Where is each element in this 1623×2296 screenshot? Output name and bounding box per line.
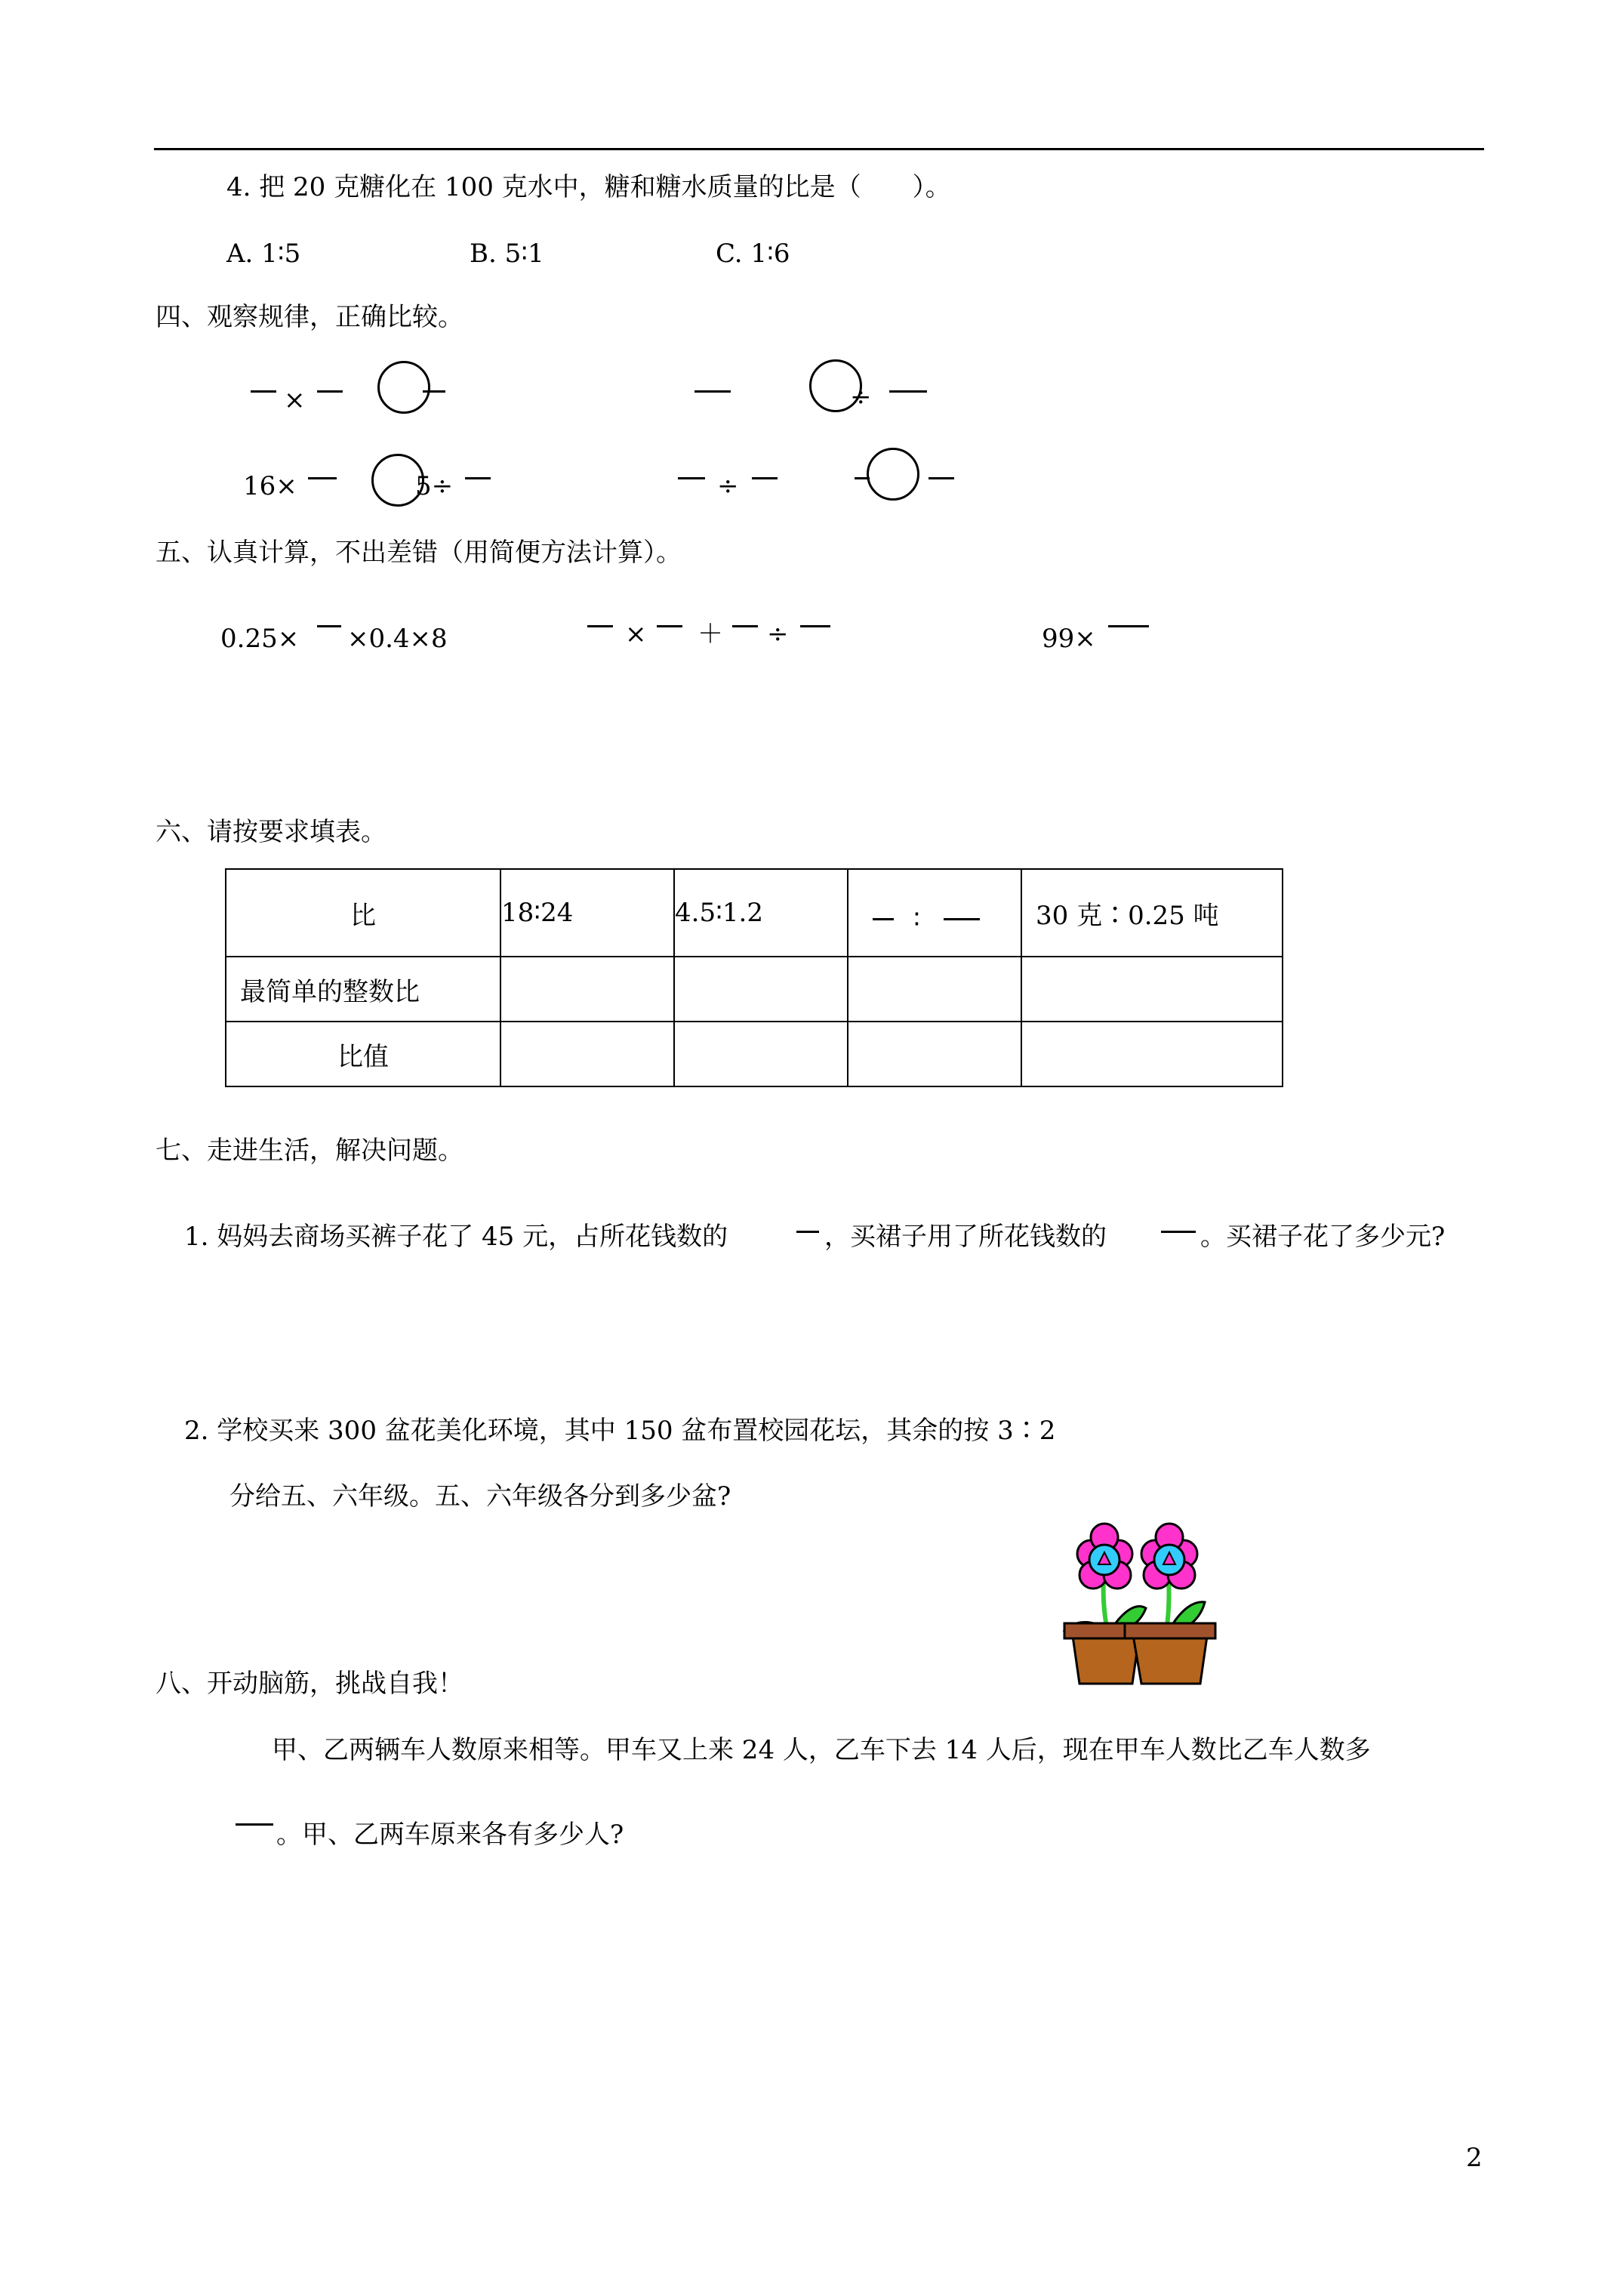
ratio-table xyxy=(225,868,1283,1087)
q2-line2: 分给五、六年级。五、六年级各分到多少盆? xyxy=(229,1481,731,1512)
expr2-div: ÷ xyxy=(767,619,789,649)
section6-heading: 六、请按要求填表。 xyxy=(156,817,387,847)
answer-cell[interactable] xyxy=(1021,1022,1283,1086)
table-header-cell xyxy=(848,869,1021,957)
fraction-bar xyxy=(251,390,276,393)
fraction-bar xyxy=(796,1231,819,1233)
table-header-cell: 比 xyxy=(226,869,500,957)
fraction-bar xyxy=(944,918,980,920)
answer-cell[interactable] xyxy=(848,957,1021,1022)
divide-sign: ÷ xyxy=(717,471,739,501)
expr2-times: × xyxy=(625,619,647,649)
table-row xyxy=(226,957,1283,1022)
fraction-bar xyxy=(1108,625,1149,627)
fraction-bar xyxy=(465,477,491,479)
answer-cell[interactable] xyxy=(1021,957,1283,1022)
row-label: 最简单的整数比 xyxy=(226,957,500,1022)
answer-cell[interactable] xyxy=(500,1022,674,1086)
q4-option-a: A. 1∶5 xyxy=(226,239,301,269)
fraction-bar xyxy=(732,625,758,627)
table-header-cell: 4.5∶1.2 xyxy=(674,869,848,957)
section8-line2: 。甲、乙两车原来各有多少人? xyxy=(276,1820,624,1850)
table-row xyxy=(226,1022,1283,1086)
fraction-bar xyxy=(308,477,337,479)
q1-text-b: ，买裙子用了所花钱数的 xyxy=(824,1222,1107,1252)
row2-left-mid: 5÷ xyxy=(415,471,454,501)
page-number: 2 xyxy=(1466,2143,1483,2173)
compare-circle[interactable] xyxy=(867,448,919,501)
answer-cell[interactable] xyxy=(500,957,674,1022)
q1-text-c: 。买裙子花了多少元? xyxy=(1200,1222,1446,1252)
fraction-bar xyxy=(1161,1231,1196,1233)
expr2-plus: ＋ xyxy=(698,619,723,649)
q4-option-c: C. 1∶6 xyxy=(716,239,790,269)
section8-line1: 甲、乙两辆车人数原来相等。甲车又上来 24 人，乙车下去 14 人后，现在甲车人数比乙车人数多 xyxy=(272,1735,1371,1765)
row2-left-prefix: 16× xyxy=(243,471,297,501)
compare-circle[interactable] xyxy=(377,361,430,414)
divide-sign: ÷ xyxy=(850,382,872,412)
table-header-cell: 30 克∶0.25 吨 xyxy=(1021,869,1283,957)
q2-line1: 2. 学校买来 300 盆花美化环境，其中 150 盆布置校园花坛，其余的按 3∶2 xyxy=(184,1416,1056,1446)
expr1-b: ×0.4×8 xyxy=(347,624,448,654)
expr3: 99× xyxy=(1042,624,1096,654)
fraction-bar xyxy=(889,390,927,393)
fraction-bar xyxy=(657,625,682,627)
fraction-bar xyxy=(317,390,343,393)
expr1-a: 0.25× xyxy=(220,624,300,654)
fraction-bar xyxy=(317,625,341,627)
q4-option-b: B. 5∶1 xyxy=(470,239,544,269)
section7-heading: 七、走进生活，解决问题。 xyxy=(156,1136,463,1166)
q4-stem: 4. 把 20 克糖化在 100 克水中，糖和糖水质量的比是（ ）。 xyxy=(226,172,951,202)
answer-cell[interactable] xyxy=(674,1022,848,1086)
fraction-bar xyxy=(694,390,731,393)
fraction-bar xyxy=(752,477,778,479)
fraction-bar xyxy=(587,625,613,627)
times-sign: × xyxy=(284,385,306,415)
fraction-bar xyxy=(423,390,445,393)
q1-text-a: 1. 妈妈去商场买裤子花了 45 元，占所花钱数的 xyxy=(184,1222,728,1252)
header-rule xyxy=(154,148,1484,150)
answer-cell[interactable] xyxy=(674,957,848,1022)
fraction-bar xyxy=(800,625,830,627)
ratio-colon: ∶ xyxy=(913,905,920,935)
table-row xyxy=(226,869,1283,957)
table-header-cell: 18∶24 xyxy=(500,869,674,957)
fraction-bar xyxy=(236,1823,273,1826)
section4-heading: 四、观察规律，正确比较。 xyxy=(156,302,463,332)
fraction-bar xyxy=(678,477,705,479)
answer-cell[interactable] xyxy=(848,1022,1021,1086)
fraction-bar xyxy=(929,477,954,479)
section5-heading: 五、认真计算，不出差错（用简便方法计算）。 xyxy=(156,538,682,568)
section8-heading: 八、开动脑筋，挑战自我！ xyxy=(156,1669,463,1699)
fraction-bar xyxy=(873,918,894,920)
row-label: 比值 xyxy=(226,1022,500,1086)
flower-pots-illustration xyxy=(1057,1518,1238,1699)
right-pot xyxy=(1125,1623,1215,1684)
